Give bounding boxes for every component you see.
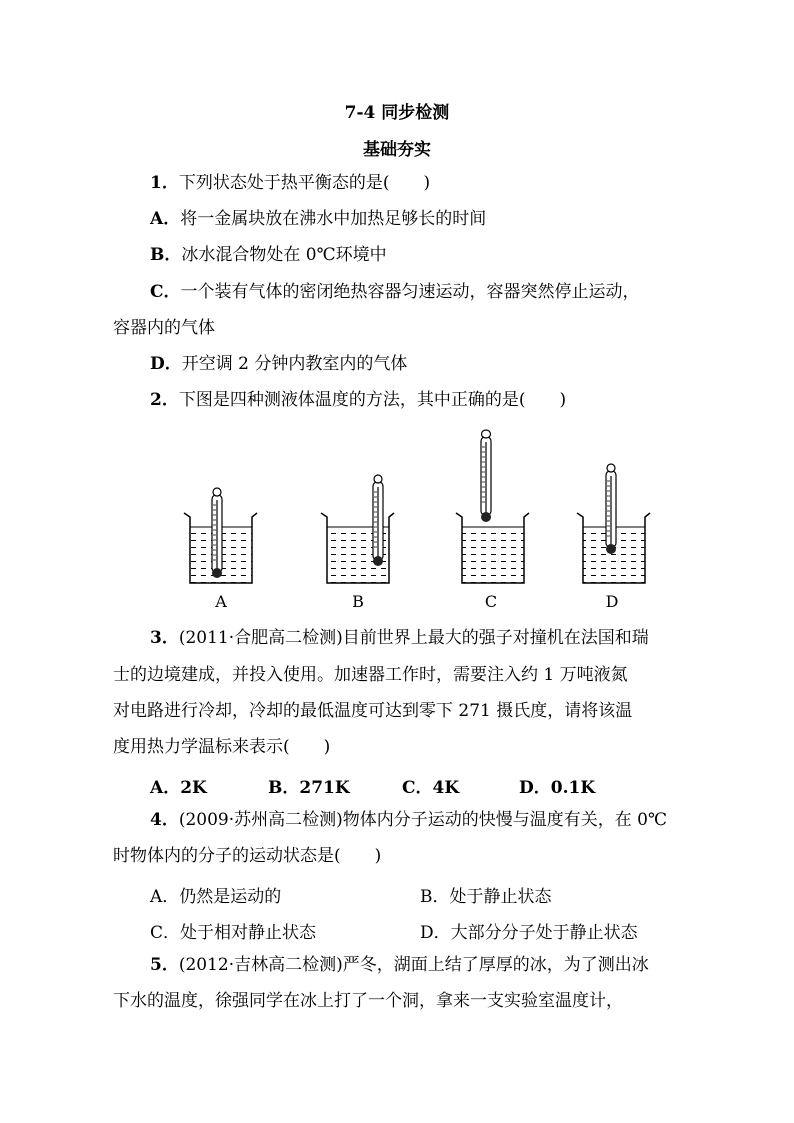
question-4-option-a: A．仍然是运动的 <box>150 887 282 907</box>
figure-label-b: B <box>352 592 364 611</box>
figure-label-a: A <box>215 592 227 611</box>
question-1-option-b: B．冰水混合物处在 0℃环境中 <box>150 245 387 265</box>
question-4-option-d: D．大部分分子处于静止状态 <box>420 923 638 943</box>
question-1-option-c-continued: 容器内的气体 <box>113 318 215 338</box>
question-1-option-a: A．将一金属块放在沸水中加热足够长的时间 <box>150 209 487 229</box>
beaker-c <box>456 513 529 583</box>
question-5-line-1: 5．(2012·吉林高二检测)严冬，湖面上结了厚厚的冰，为了测出冰 <box>150 955 649 975</box>
question-1-stem: 1．下列状态处于热平衡态的是( ) <box>150 173 431 193</box>
thermometer-a <box>212 488 222 578</box>
question-3-option-b: B．271K <box>268 778 350 798</box>
question-4-number: 4． <box>150 810 179 830</box>
question-3-number: 3． <box>150 628 179 648</box>
thermometer-d <box>606 464 616 554</box>
question-2-stem: 2．下图是四种测液体温度的方法，其中正确的是( ) <box>150 390 567 410</box>
question-3-line-1: 3．(2011·合肥高二检测)目前世界上最大的强子对撞机在法国和瑞 <box>150 628 649 648</box>
thermometer-c <box>481 430 491 522</box>
document-title: 7-4 同步检测 <box>344 103 450 123</box>
question-4-line-2: 时物体内的分子的运动状态是( ) <box>113 846 382 866</box>
question-1-option-d: D．开空调 2 分钟内教室内的气体 <box>150 354 408 374</box>
question-3-line-2: 士的边境建成，并投入使用。加速器工作时，需要注入约 1 万吨液氮 <box>113 665 628 685</box>
thermometer-b <box>373 475 383 566</box>
question-5-line-2: 下水的温度，徐强同学在冰上打了一个洞，拿来一支实验室温度计， <box>113 991 623 1011</box>
question-5-number: 5． <box>150 955 179 975</box>
question-3-option-d: D．0.1K <box>519 778 596 798</box>
question-1-number: 1． <box>150 173 179 193</box>
question-3-option-a: A．2K <box>150 778 207 798</box>
question-3-line-3: 对电路进行冷却，冷却的最低温度可达到零下 271 摄氏度，请将该温 <box>113 701 633 721</box>
question-3-line-4: 度用热力学温标来表示( ) <box>113 737 331 757</box>
question-2-number: 2． <box>150 390 179 410</box>
question-4-option-c: C．处于相对静止状态 <box>150 923 317 943</box>
question-4-line-1: 4．(2009·苏州高二检测)物体内分子运动的快慢与温度有关，在 0℃ <box>150 810 668 830</box>
figure-label-d: D <box>605 592 619 611</box>
question-3-option-c: C．4K <box>402 778 460 798</box>
section-heading: 基础夯实 <box>363 140 431 160</box>
question-4-option-b: B．处于静止状态 <box>420 887 552 907</box>
question-1-option-c: C．一个装有气体的密闭绝热容器匀速运动，容器突然停止运动， <box>150 282 640 302</box>
thermometer-figure <box>0 425 794 625</box>
figure-label-c: C <box>484 592 498 611</box>
